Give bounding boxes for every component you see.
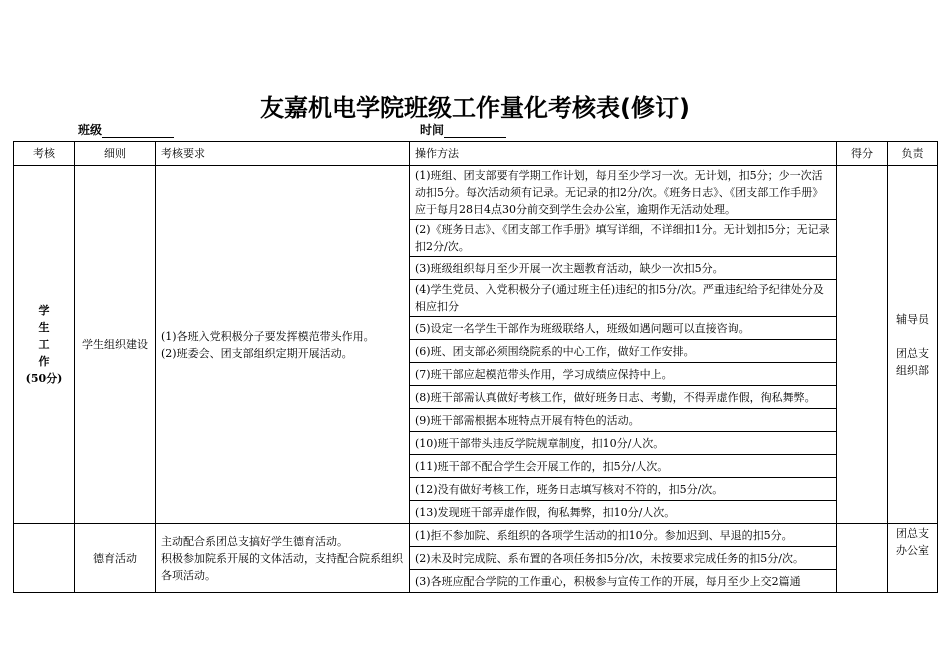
time-blank-line [444,125,506,138]
method-cell: (1)拒不参加院、系组织的各项学生活动的扣10分。参加迟到、早退的扣5分。 [410,524,837,547]
method-cell: (7)班干部应起模范带头作用，学习成绩应保持中上。 [410,363,837,386]
category-cell-empty [14,524,75,593]
category-char: 生 [38,321,50,334]
method-cell: (4)学生党员、入党积极分子(通过班主任)违纪的扣5分/次。严重违纪给予纪律处分及相应扣分 [410,280,837,317]
class-label: 班级 [78,123,103,137]
score-cell[interactable] [837,524,888,593]
detail-moral: 德育活动 [75,524,156,593]
assessment-table [13,141,938,593]
header-detail: 细则 [75,142,156,166]
category-char: 作 [38,355,50,368]
table-row [14,524,938,547]
table-row [14,166,938,220]
time-field [420,121,506,138]
method-cell: (8)班干部需认真做好考核工作，做好班务日志、考勤，不得弄虚作假，徇私舞弊。 [410,386,837,409]
category-student-work [14,166,75,524]
method-cell: (2)《班务日志》、《团支部工作手册》填写详细，不详细扣1分。无计划扣5分；无记录扣2分/次。 [410,220,837,257]
requirement-organization [156,166,410,524]
page-title: 友嘉机电学院班级工作量化考核表(修订) [260,94,690,122]
responsible-moral: 团总支办公室 [888,524,938,593]
header-score: 得分 [837,142,888,166]
header-method: 操作方法 [410,142,837,166]
requirement-moral [156,524,410,593]
class-field [78,121,174,138]
header-requirement: 考核要求 [156,142,410,166]
detail-organization: 学生组织建设 [75,166,156,524]
responsible-organization [888,166,938,524]
method-cell: (9)班干部需根据本班特点开展有特色的活动。 [410,409,837,432]
method-cell: (3)各班应配合学院的工作重心，积极参与宣传工作的开展，每月至少上交2篇通 [410,570,837,593]
responsible-line: 团总支组织部 [896,346,929,377]
method-cell: (10)班干部带头违反学院规章制度，扣10分/人次。 [410,432,837,455]
method-cell: (3)班级组织每月至少开展一次主题教育活动，缺少一次扣5分。 [410,257,837,280]
header-responsible: 负责 [888,142,938,166]
category-char: 工 [38,338,50,351]
method-cell: (13)发现班干部弄虚作假，徇私舞弊，扣10分/人次。 [410,501,837,524]
score-cell[interactable] [837,166,888,524]
class-blank-line [102,125,174,138]
method-cell: (5)设定一名学生干部作为班级联络人，班级如遇问题可以直接咨询。 [410,317,837,340]
method-cell: (11)班干部不配合学生会开展工作的，扣5分/人次。 [410,455,837,478]
category-points: (50分) [25,372,63,385]
time-label: 时间 [420,123,445,137]
requirement-line: (2)班委会、团支部组织定期开展活动。 [161,346,353,360]
method-cell: (6)班、团支部必须围绕院系的中心工作，做好工作安排。 [410,340,837,363]
method-cell: (1)班组、团支部要有学期工作计划，每月至少学习一次。无计划，扣5分；少一次活动扣5分。每次活动须有记录。无记录的扣2分/次。《班务日志》、《团支部工作手册》应于每月28日4点30分前交到学生会办公室，逾期作无活动处理。 [410,166,837,220]
requirement-line: (1)各班入党积极分子要发挥模范带头作用。 [161,329,375,343]
method-cell: (12)没有做好考核工作，班务日志填写核对不符的，扣5分/次。 [410,478,837,501]
requirement-line: 主动配合系团总支搞好学生德育活动。 [161,534,348,548]
header-row [14,142,938,166]
method-cell: (2)未及时完成院、系布置的各项任务扣5分/次，未按要求完成任务的扣5分/次。 [410,547,837,570]
requirement-line: 积极参加院系开展的文体活动，支持配合院系组织各项活动。 [161,551,403,582]
category-char: 学 [38,304,50,317]
header-category: 考核 [14,142,75,166]
responsible-line: 辅导员 [896,312,929,326]
